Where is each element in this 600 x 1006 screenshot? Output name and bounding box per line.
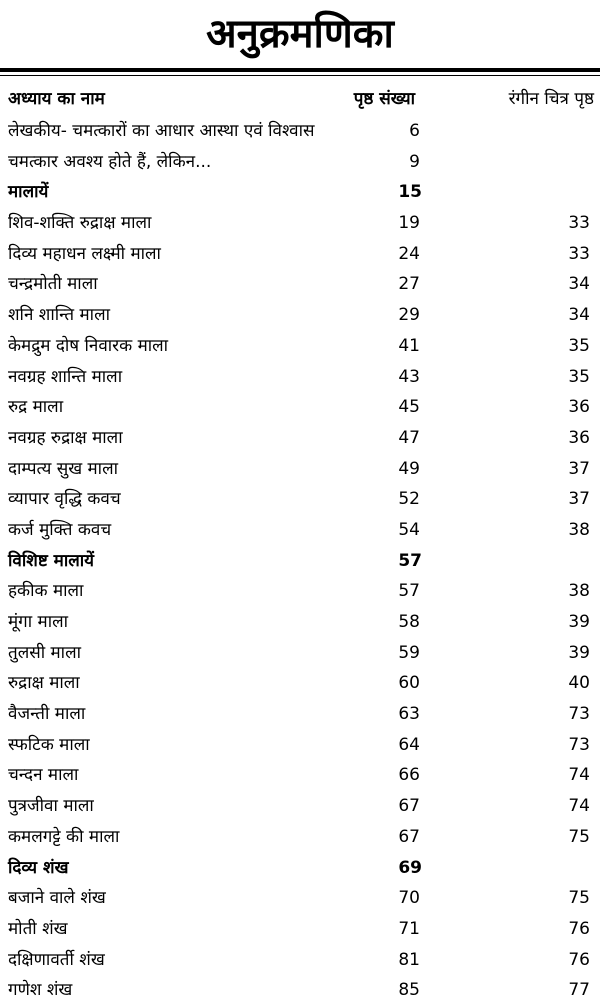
chapter-name: मोती शंख [8,918,68,939]
page-number: 49 [398,458,420,479]
chapter-name: शनि शान्ति माला [8,305,110,326]
color-page-number: 73 [568,734,590,755]
page-number: 58 [398,612,420,632]
table-row [0,300,600,331]
page-number: 64 [398,734,420,755]
table-row [0,515,600,546]
chapter-name: दिव्य महाधन लक्ष्मी माला [8,243,161,264]
page-number: 45 [398,397,420,418]
chapter-name: चमत्कार अवश्य होते हैं, लेकिन... [8,151,212,172]
chapter-name: पुत्रजीवा माला [8,796,94,817]
color-page-number: 38 [568,519,590,540]
color-page-number: 75 [568,888,590,909]
chapter-name: नवग्रह रुद्राक्ष माला [8,427,123,448]
table-row [0,484,600,515]
page-number: 57 [398,550,422,571]
color-page-number: 36 [568,397,590,418]
page-number: 43 [398,366,420,387]
column-header-chapter-name: अध्याय का नाम [8,89,105,109]
chapter-name: केमद्रुम दोष निवारक माला [8,335,169,356]
color-page-number: 76 [568,918,590,939]
color-page-number: 33 [568,213,590,234]
chapter-name: कर्ज मुक्ति कवच [8,519,112,540]
chapter-name: दिव्य शंख [8,857,69,878]
color-page-number: 33 [568,243,590,264]
chapter-name: शिव-शक्ति रुद्राक्ष माला [8,213,152,234]
table-row [0,945,600,976]
color-page-number: 75 [568,826,590,847]
chapter-name: चन्दन माला [8,765,79,786]
table-row [0,607,600,638]
page-number: 9 [409,151,420,172]
page-number: 27 [398,274,420,295]
page-number: 19 [398,213,420,234]
page-number: 47 [398,427,420,448]
chapter-name: कमलगट्टे की माला [8,826,120,847]
table-row [0,147,600,178]
page-number: 69 [398,857,422,878]
title-rule-thick [0,68,600,72]
contents-table [0,116,600,1006]
chapter-name: मूंगा माला [8,612,69,632]
table-row [0,791,600,822]
chapter-name: रुद्राक्ष माला [8,673,80,694]
color-page-number: 76 [568,949,590,970]
chapter-name: हकीक माला [8,581,84,602]
chapter-name: दाम्पत्य सुख माला [8,458,119,479]
table-row [0,392,600,423]
column-header-color-page: रंगीन चित्र पृष्ठ [508,89,594,109]
page-title: अनुक्रमणिका [206,11,394,57]
table-row [0,116,600,147]
chapter-name: स्फटिक माला [8,734,90,755]
color-page-number: 34 [568,305,590,326]
chapter-name: तुलसी माला [8,642,82,663]
table-row [0,331,600,362]
table-row [0,699,600,730]
page-number: 29 [398,305,420,326]
column-header-page-number: पृष्ठ संख्या [353,89,415,109]
color-page-number: 77 [568,980,590,1001]
table-row [0,914,600,945]
color-page-number: 37 [568,489,590,510]
page-number: 85 [398,980,420,1001]
table-row [0,208,600,239]
table-row [0,423,600,454]
page-number: 67 [398,796,420,817]
table-row [0,668,600,699]
page-number: 81 [398,949,420,970]
section-heading-row [0,853,600,884]
color-page-number: 39 [568,612,590,632]
table-row [0,269,600,300]
page-number: 15 [398,182,422,203]
chapter-name: दक्षिणावर्ती शंख [8,949,105,970]
page-number: 60 [398,673,420,694]
color-page-number: 35 [568,335,590,356]
table-row [0,576,600,607]
page-number: 57 [398,581,420,602]
table-row [0,454,600,485]
chapter-name: गणेश शंख [8,980,73,1001]
page-number: 24 [398,243,420,264]
page-number: 59 [398,642,420,663]
page-number: 67 [398,826,420,847]
color-page-number: 74 [568,765,590,786]
section-heading-row [0,177,600,208]
chapter-name: चन्द्रमोती माला [8,274,98,295]
page-number: 70 [398,888,420,909]
chapter-name: बजाने वाले शंख [8,888,106,909]
page-number: 6 [409,121,420,141]
chapter-name: रुद्र माला [8,397,64,418]
page-number: 41 [398,335,420,356]
page-number: 63 [398,704,420,725]
page-number: 52 [398,489,420,510]
table-row [0,638,600,669]
color-page-number: 37 [568,458,590,479]
chapter-name: मालायें [8,182,49,203]
color-page-number: 74 [568,796,590,817]
page-number: 54 [398,519,420,540]
table-row [0,239,600,270]
page-number: 66 [398,765,420,786]
chapter-name: विशिष्ट मालायें [8,550,95,571]
color-page-number: 34 [568,274,590,295]
color-page-number: 39 [568,642,590,663]
chapter-name: वैजन्ती माला [8,704,86,725]
table-row [0,760,600,791]
chapter-name: नवग्रह शान्ति माला [8,366,123,387]
color-page-number: 38 [568,581,590,602]
section-heading-row [0,546,600,577]
color-page-number: 35 [568,366,590,387]
chapter-name: लेखकीय- चमत्कारों का आधार आस्था एवं विश्वास [8,121,315,141]
table-row [0,975,600,1006]
title-rule-thin [0,75,600,76]
color-page-number: 40 [568,673,590,694]
table-row [0,730,600,761]
chapter-name: व्यापार वृद्धि कवच [8,489,121,510]
color-page-number: 36 [568,427,590,448]
page-number: 71 [398,918,420,939]
table-row [0,883,600,914]
table-row [0,362,600,393]
color-page-number: 73 [568,704,590,725]
table-row [0,822,600,853]
